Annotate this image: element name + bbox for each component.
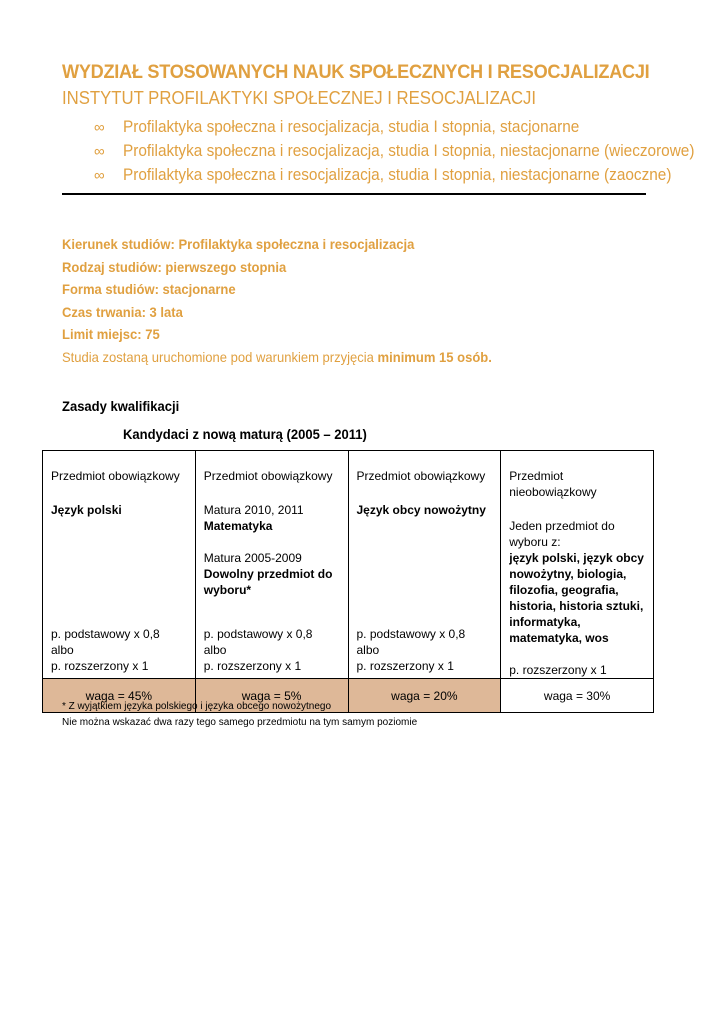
qualification-table [42, 450, 654, 713]
column-header: Przedmiot nieobowiązkowy [509, 469, 597, 499]
infinity-bullet-icon: ∞ [94, 118, 105, 136]
seat-limit [62, 326, 492, 349]
infinity-bullet-icon: ∞ [94, 142, 105, 160]
launch-condition-text: Studia zostaną uruchomione pod warunkiem przyjęcia [62, 348, 378, 365]
choice-intro: Jeden przedmiot do wyboru z: [509, 519, 615, 549]
program-label: Profilaktyka społeczna i resocjalizacja, studia I stopnia, stacjonarne [123, 117, 580, 136]
column-header: Przedmiot obowiązkowy [203, 469, 333, 483]
study-type-text: Rodzaj studiów: pierwszego stopnia [62, 258, 287, 275]
duration-text: Czas trwania: 3 lata [62, 303, 183, 320]
scoring-rule [357, 626, 495, 674]
table-row [43, 451, 654, 679]
qualification-title: Zasady kwalifikacji [62, 398, 180, 414]
weight-cell: waga = 20% [348, 679, 501, 713]
program-list [94, 115, 723, 187]
subject-name: Dowolny przedmiot do wyboru* [203, 567, 333, 597]
study-form [62, 281, 492, 304]
subject-name: Matematyka [203, 519, 273, 533]
program-label: Profilaktyka społeczna i resocjalizacja, studia I stopnia, niestacjonarne (wieczorowe) [123, 141, 695, 160]
subject-list: język polski, język obcy nowożytny, biologia, filozofia, geografia, historia, historia sztuki, informatyka, matematyka, wos [509, 551, 644, 645]
faculty-title: WYDZIAŁ STOSOWANYCH NAUK SPOŁECZNYCH I RESOCJALIZACJI [62, 61, 650, 83]
scoring-line: p. podstawowy x 0,8 [51, 627, 160, 641]
subject-cell-3 [348, 451, 501, 679]
scoring-line: albo [51, 643, 74, 657]
program-item [94, 163, 723, 187]
column-header: Przedmiot obowiązkowy [51, 469, 180, 483]
field-of-study-text: Kierunek studiów: Profilaktyka społeczna i resocjalizacja [62, 236, 415, 252]
scoring-line: p. rozszerzony x 1 [356, 659, 454, 673]
scoring-line: albo [356, 643, 380, 657]
launch-condition-minimum: minimum 15 osób. [377, 348, 492, 365]
subject-cell-4 [501, 451, 654, 679]
program-item [94, 139, 723, 163]
subject-cell-1 [43, 451, 196, 679]
duration [62, 304, 492, 327]
seat-limit-text: Limit miejsc: 75 [62, 326, 160, 342]
scoring-line: p. rozszerzony x 1 [509, 663, 607, 677]
matura-years: Matura 2005-2009 [203, 551, 302, 565]
program-label: Profilaktyka społeczna i resocjalizacja, studia I stopnia, niestacjonarne (zaoczne) [123, 165, 672, 184]
study-info [62, 236, 524, 371]
qualification-subtitle: Kandydaci z nową maturą (2005 – 2011) [123, 426, 367, 442]
scoring-line: p. podstawowy x 0,8 [356, 627, 466, 641]
program-item [94, 115, 723, 139]
infinity-bullet-icon: ∞ [94, 166, 105, 184]
footnote: * Z wyjątkiem języka polskiego i języka obcego nowożytnego [62, 701, 332, 712]
weight-cell: waga = 45% [43, 679, 196, 713]
scoring-line: p. rozszerzony x 1 [203, 659, 302, 673]
weight-cell: waga = 5% [195, 679, 348, 713]
launch-condition [62, 349, 492, 372]
subject-name: Język obcy nowożytny [356, 503, 486, 517]
scoring-rule [51, 626, 189, 674]
scoring-line: p. podstawowy x 0,8 [203, 627, 313, 641]
matura-years: Matura 2010, 2011 [203, 503, 304, 517]
subject-name: Język polski [51, 503, 122, 517]
institute-title: INSTYTUT PROFILAKTYKI SPOŁECZNEJ I RESOCJALIZACJI [62, 88, 537, 108]
divider [62, 193, 646, 195]
scoring-line: albo [203, 643, 227, 657]
column-header: Przedmiot obowiązkowy [356, 469, 486, 483]
study-type [62, 259, 492, 282]
field-of-study [62, 236, 492, 259]
scoring-rule [204, 626, 342, 674]
study-form-text: Forma studiów: stacjonarne [62, 281, 236, 297]
footnote: Nie można wskazać dwa razy tego samego przedmiotu na tym samym poziomie [62, 717, 418, 728]
weight-cell: waga = 30% [501, 679, 654, 713]
subject-cell-2 [195, 451, 348, 679]
scoring-line: p. rozszerzony x 1 [51, 659, 149, 673]
